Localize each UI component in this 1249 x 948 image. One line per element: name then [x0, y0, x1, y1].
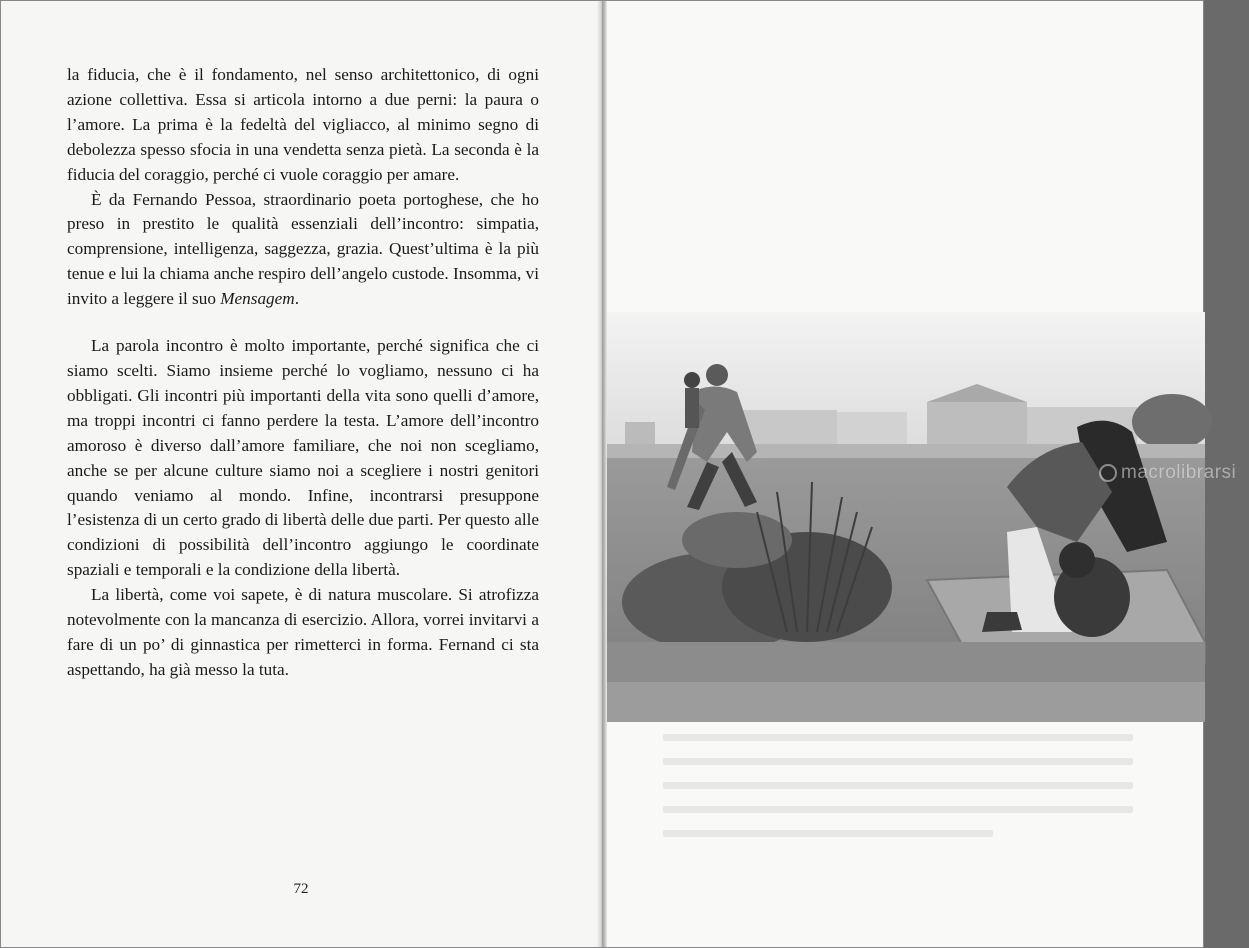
paragraph-2	[67, 188, 539, 313]
left-page	[1, 1, 601, 947]
paragraph-3: La parola incontro è molto importante, perché significa che ci siamo scelti. Siamo insieme perché lo vogliamo, nessuno ci ha obbligati. Gli incontri più importanti della vita sono quelli d’amore, ma troppi incontri ci fanno perdere la testa. L’amore dell’incontro amoroso è diverso dall’amore familiare, che noi non scegliamo, anche se per alcune culture siamo noi a scegliere i nostri genitori quando veniamo al mondo. Infine, incontrarsi presuppone l’esistenza di un certo grado di libertà delle due parti. Per questo alle condizioni di possibilità dell’incontro aggiungo le coordinate spaziali e temporali e la condizione della libertà.	[67, 336, 540, 580]
photo-icon	[607, 312, 1205, 722]
right-page	[607, 1, 1237, 947]
paragraph-1: la fiducia, che è il fondamento, nel senso architettonico, di ogni azione collettiva. Essa si articola intorno a due perni: la paura o l’amore. La prima è la fedeltà del vigliacco, al minimo segno di debolezza spesso sfocia in una vendetta senza pietà. La seconda è la fiducia del coraggio, perché ci vuole coraggio per amare.	[67, 65, 539, 184]
book-gutter	[597, 1, 607, 947]
paragraph-2-text: È da Fernando Pessoa, straordinario poeta portoghese, che ho preso in prestito le qualità essenziali dell’incontro: simpatia, comprensione, intelligenza, saggezza, grazia. Quest’ultima è la più tenue e lui la chiama anche respiro dell’angelo custode. Insomma, vi invito a leggere il suo	[67, 189, 539, 309]
paragraph-4: La libertà, come voi sapete, è di natura muscolare. Si atrofizza notevolmente con la mancanza di esercizio. Allora, vorrei invitarvi a fare di un po’ di ginnastica per rimetterci in forma. Fernand ci sta aspettando, ha già messo la tuta.	[67, 585, 539, 679]
show-through-line	[663, 806, 1133, 813]
page-number: 72	[293, 881, 309, 897]
body-text	[67, 63, 539, 683]
paragraph-2-end: .	[294, 289, 299, 309]
watermark-text: macrolibrarsi	[1121, 462, 1237, 483]
book-title-mensagem: Mensagem	[220, 289, 295, 309]
show-through-line	[663, 782, 1133, 789]
show-through-line	[663, 758, 1133, 765]
show-through-line	[663, 830, 993, 837]
show-through-line	[663, 734, 1133, 741]
